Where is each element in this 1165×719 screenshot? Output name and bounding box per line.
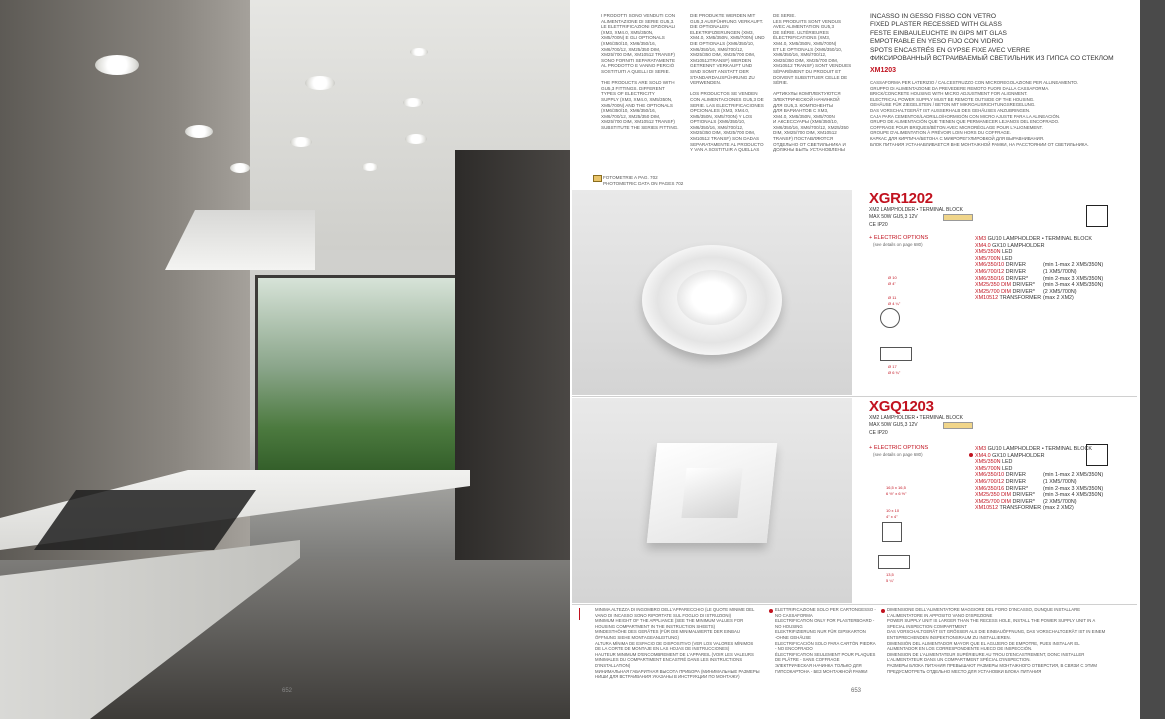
product-spec: CE IP20 <box>869 222 888 228</box>
product-photo-square <box>572 398 852 603</box>
option-row: XM6/700/12 DRIVER (1 XM5/700N) <box>975 268 1077 275</box>
section-drawing-icon <box>878 555 910 569</box>
title-line: FESTE EINBAULEUCHTE IN GIPS MIT GLAS <box>870 29 1007 37</box>
plasterboard-only-dot <box>969 453 973 457</box>
dimension-label: Ø 10 <box>888 275 897 280</box>
dimension-label: 4" x 4" <box>886 514 898 519</box>
option-row: XM6/700/12 DRIVER (1 XM5/700N) <box>975 478 1077 485</box>
electric-options-list <box>975 446 1135 512</box>
divider <box>572 396 1137 397</box>
dimension-label: 16,5 x 16,5 <box>886 485 906 490</box>
divider <box>572 604 1137 605</box>
product-name: XGR1202 <box>869 190 933 207</box>
housing-notes: CASSAFORMA PER LATERIZIO / CALCESTRUZZO CON MICROREGOLAZIONE PER ALLINEAMENTO. GRUPPO DI ALIMENTAZIONE DA PREVEDERE REMOTO FUORI DALLA CASSAFORMA. BRICK/CONCRETE HOUSING WITH MICRO ADJUSTMENT FOR ALIGNMENT. ELECTRICAL POWER SUPPLY MUST BE REMOTE OUTSIDE OF THE HOUSING. GEHÄUSE FÜR ZIEGELSTEIN / BETON MIT MIKROAUSRICHTUNGSREGELUNG. DAS VORSCHALTGERÄT IST AUSSERHALB DES GEHÄUSES ANZUBRINGEN. CAJA PARA CEMENTOS/LADRILLO/HORMIGÓN CON MICRO AJUSTE PARA LA ALINEACIÓN. GRUPO DE ALIMENTACIÓN QUE TIENEN QUE PERMANECER LEJANOS DEL ENCOFRADO. COFFRAGE POUR BRIQUES/BÉTON AVEC MICRORÉGLAGE POUR L'ALIGNEMENT. GROUPE D'ALIMENTATION À PRÉVOIR LOIN HORS DU COFFRAGE. КАРКАС ДЛЯ КИРПИЧА/БЕТОНА С МИКРОРЕГУЛИРОВКОЙ ДЛЯ ВЫРАВНИВАНИЯ. БЛОК ПИТАНИЯ УСТАНАВЛИВАЕТСЯ ВНЕ МОНТАЖНОЙ РАМКИ, НА РАССТОЯНИИ ОТ СВЕТИЛЬНИКА. <box>870 80 1089 147</box>
option-row: XM25/350 DIM DRIVER* (min 3-max 4 XM5/350N) <box>975 282 1104 289</box>
kitchen-photo <box>0 0 570 719</box>
product-spec: XM2 LAMPHOLDER • TERMINAL BLOCK <box>869 415 963 421</box>
option-row: XM25/350 DIM DRIVER* (min 3-max 4 XM5/350N) <box>975 492 1104 499</box>
option-row: XM5/700N LED <box>975 255 1013 262</box>
option-row: XM5/350N LED <box>975 459 1013 466</box>
option-row: XM25/700 DIM DRIVER* (2 XM5/700N) <box>975 288 1077 295</box>
option-row: XM4.0 GX10 LAMPHOLDER <box>975 242 1045 249</box>
cutout-drawing-icon <box>880 308 900 328</box>
ceiling-light <box>362 163 378 171</box>
option-row: XM4.0 GX10 LAMPHOLDER <box>975 452 1045 459</box>
family-title <box>870 13 1135 76</box>
option-row: XM3 GU10 LAMPHOLDER • TERMINAL BLOCK <box>975 236 1092 242</box>
option-row: XM25/700 DIM DRIVER* (2 XM5/700N) <box>975 498 1077 505</box>
ceiling-light <box>403 98 423 107</box>
dimension-label: 5 ¼" <box>886 578 895 583</box>
product-spec: MAX 50W GU5,3 12V <box>869 214 918 220</box>
square-recess-icon <box>1086 205 1108 227</box>
spec-badge-icon <box>943 422 973 429</box>
height-arrow-icon <box>579 608 586 620</box>
product-photo-round <box>572 190 852 395</box>
dimension-label: Ø 4 ¼" <box>888 301 901 306</box>
electric-options-title: + ELECTRIC OPTIONS <box>869 445 929 451</box>
footnote-min-height: MINIMA ALTEZZA DI INGOMBRO DELL'APPARECCHIO (LE QUOTE MINIME DEL VANO DI INCASSO SONO RIPORTATE SUL FOGLIO DI ISTRUZIONI) MINIMUM HEIGHT OF THE APPLIANCE (SEE THE MINIMUM VALUES FOR HOUSING COMPARTMENT IN THE INSTRUCTION SHEETS) MINDESTHÖHE DES GERÄTES (FÜR DIE MINIMALWERTE DER EINBAU ÖFFNUNG SIEHE MONTAGEANLEITUNG) ALTURA MÍNIMA DE ESPACIO DE DISPOSITIVO (VER LOS VALORES MÍNIMOS DE LA CORTE DE MONTAJE EN LAS HOJAS DE INSTRUCCIONES) HAUTEUR MINIMUM D'ENCOMBREMENT DE L'APPAREIL (VOIR LES VALEURS MINIMALES DU COMPARTIMENT ENCASTRÉ DANS LES INSTRUCTIONS D'INSTALLATION) МИНИМАЛЬНАЯ ГАБАРИТНАЯ ВЫСОТА ПРИБОРА (МИНИМАЛЬНЫЕ РАЗМЕРЫ НИШИ ДЛЯ ВСТРАИВАНИЯ УКАЗАНЫ В ИНСТРУКЦИИ ПО МОНТАЖУ) <box>595 607 760 680</box>
footnote-plasterboard: ELETTRIFICAZIONE SOLO PER CARTONGESSO - NO CASSAFORMA ELECTRIFICATION ONLY FOR PLASTERBOARD - NO HOUSING ELEKTRIFIZIERUNG NUR FÜR GIPSKARTON -OHNE GEHÄUSE ELECTRIFICACIÓN SOLO PARA CARTÓN PIEDRA - NO ENCOFRADO ÉLECTRIFICATION SEULEMENT POUR PLAQUES DE PLÂTRE - SANS COFFRAGE ЭЛЕКТРИЧЕСКАЯ НАЧИНКА ТОЛЬКО ДЛЯ ГИПСОКАРТОНА - БЕЗ МОНТАЖНОЙ РАМКИ <box>775 607 876 674</box>
page-number-right: 653 <box>851 688 862 694</box>
title-line: INCASSO IN GESSO FISSO CON VETRO <box>870 13 997 20</box>
garden-window <box>255 275 461 481</box>
page-number-left: 652 <box>282 688 293 694</box>
photometric-en: PHOTOMETRIC DATA ON PAGES 702 <box>603 181 684 186</box>
electric-options-note: (see details on page 680) <box>873 242 923 247</box>
product-name: XGQ1203 <box>869 398 934 415</box>
ceiling-light <box>305 76 335 90</box>
electric-options-list <box>975 236 1135 302</box>
title-line: ФИКСИРОВАННЫЙ ВСТРАИВАЕМЫЙ СВЕТИЛЬНИК ИЗ ГИПСА СО СТЕКЛОМ <box>870 55 1114 63</box>
title-line: EMPOTRABLE EN YESO FIJO CON VIDRIO <box>870 38 1004 46</box>
fixture-glass <box>681 468 742 518</box>
dimension-label: Ø 4" <box>888 281 896 286</box>
footnote-power-supply: DIMENSIONE DELL'ALIMENTATORE MAGGIORE DEL FORO D'INCASSO, DUNQUE INSTALLARE L'ALIMENTATORE IN APPOSITO VANO D'ISPEZIONE POWER SUPPLY UNIT IS LARGER THAN THE RECESS HOLE, INSTALL THE POWER SUPPLY UNIT IN A SPECIAL INSPECTION COMPARTMENT DAS VORSCHALTGERÄT IST GRÖSSER ALS DIE EINBAUÖFFNUNG, DAS VORSCHALTGERÄT IST IN EINEM ENTSPRECHENDEN INSPEKTIONSRAUM ZU INSTALLIEREN. DIMENSIÓN DEL ALIMENTADOR MAYOR QUE EL AGUJERO DE EMPOTRE, PUES INSTALAR EL ALIMENTADOR EN LOS CORRESPONDIENTE HUECO DE INSPECCIÓN. DIMENSION DE L'ALIMENTATEUR SUPÉRIEURE AU TROU D'ENCASTREMENT, DONC INSTALLER L'ALIMENTATEUR DANS UN COMPARTIMENT SPÉCIAL D'INSPECTION. РАЗМЕРЫ БЛОКА ПИТАНИЯ ПРЕВЫШАЮТ РАЗМЕРЫ МОНТАЖНОГО ОТВЕРСТИЯ, В СВЯЗИ С ЭТИМ ПРЕДУСМОТРЕТЬ ОТДЕЛЬНО МЕСТО ДЛЯ УСТАНОВКИ БЛОКА ПИТАНИЯ <box>887 607 1106 674</box>
option-row: XM10512 TRANSFORMER (max 2 XM2) <box>975 505 1074 512</box>
book-spine <box>1140 0 1165 719</box>
intro-col-1: I PRODOTTI SONO VENDUTI CON ALIMENTAZIONE DI SERIE GU5,3. LE ELETTRIFICAZIONI OPZIONALI (XM3, XM4.0, XM5/350N, XM5/700N) E GLI OPTIONALS (XM6/350/10, XM6/350/16, XM6/700/12, XM25/350 DIM, XM25/700 DIM, XM10512 TRANSF) SONO FORNITI SEPARATAMENTE AL PRODOTTO E VANNO PERCIÒ SOSTITUITI A QUELLI DI SERIE. THE PRODUCTS ARE SOLD WITH GU5,3 FITTINGS. DIFFERENT TYPES OF ELECTRICITY SUPPLY (XM3, XM4.0, XM5/350N, XM5/700N) AND THE OPTIONALS (XM6/350/10, XM6/350/16, XM6/700/12, XM25/350 DIM, XM25/700 DIM, XM10512 TRANSF) SUBSTITUTE THE SERIES FITTING. <box>601 13 679 130</box>
photometric-icon <box>593 175 602 182</box>
dimension-label: Ø 17 <box>888 364 897 369</box>
product-spec: XM2 LAMPHOLDER • TERMINAL BLOCK <box>869 207 963 213</box>
family-code: XM1203 <box>870 67 897 75</box>
cutout-drawing-icon <box>882 522 902 542</box>
option-row: XM6/350/16 DRIVER* (min 2-max 3 XM5/350N) <box>975 275 1104 282</box>
power-supply-star-icon <box>881 609 885 613</box>
intro-col-2: DIE PRODUKTE WERDEN MIT GU5,3 AUSFÜHRUNG VERKAUFT. DIE OPTIONALEN ELEKTRIFIZIERUNGEN (XM3, XM4.0, XM5/350N, XM5/700N) UND DIE OPTIONALS (XM6/350/10, XM6/350/16, XM6/700/12, XM25/350 DIM, XM25/700 DIM, XM10512TRANSF) WERDEN GETRENNT VERKAUFT UND SIND SOMIT ANSTATT DER STANDARDAUSFÜHRUNG ZU VERWENDEN. LOS PRODUCTOS SE VENDEN CON ALIMENTACIONES GU5,3 DE SERIE. LAS ELECTRIFICACIONES OPCIONALES (XM3, XM4.0, XM5/350N, XM5/700N) Y LOS OPTIONALS (XM6/350/10, XM6/350/16, XM6/700/12, XM25/350 DIM, XM25/700 DIM, XM10512 TRANSF) SON DADAS SEPARATAMENTE AL PRODUCTO Y VAN A SOSTITUIR A QUELLAS <box>690 13 765 153</box>
fixture-glass <box>677 270 747 325</box>
option-row: XM5/350N LED <box>975 249 1013 256</box>
photometric-it: FOTOMETRIE A PAG. 702 <box>603 175 658 180</box>
dimension-label: 13,5 <box>886 572 894 577</box>
title-line: SPOTS ENCASTRÉS EN GYPSE FIXE AVEC VERRE <box>870 46 1031 54</box>
ceiling-light <box>95 55 139 75</box>
option-row: XM6/350/10 DRIVER (min 1-max 2 XM5/350N) <box>975 472 1104 479</box>
dimension-label: Ø 6 ¾" <box>888 370 901 375</box>
spec-badge-icon <box>943 214 973 221</box>
option-row: XM6/350/16 DRIVER* (min 2-max 3 XM5/350N) <box>975 485 1104 492</box>
ceiling-light <box>230 163 250 173</box>
dimension-label: Ø 11 <box>888 295 897 300</box>
plasterboard-dot-icon <box>769 609 773 613</box>
dimension-label: 6 ½" x 6 ½" <box>886 491 907 496</box>
option-row: XM6/350/10 DRIVER (min 1-max 2 XM5/350N) <box>975 262 1104 269</box>
ceiling-light <box>185 125 213 138</box>
intro-col-3: DE SERIE. LES PRODUITS SONT VENDUS AVEC ALIMENTATION GU5,3 DE SÉRIE. ULTÉRIEURES ÉLECTRIFICATIONS (XM3, XM4.0, XM5/350N, XM5/700N) ET LE OPTIONALS (XM6/350/10, XM6/350/16, XM6/700/12, XM25/350 DIM, XM25/700 DIM, XM10512 TRANSF) SONT VENDUES SÉPARÉMENT DU PRODUIT ET DOIVENT SUBSTITUER CELLE DE SÉRIE. АРТИКУЛЫ КОМПЛЕКТУЮТСЯ ЭЛЕКТРИЧЕСКОЙ НАЧИНКОЙ ДЛЯ GU5,3. КОМПОНЕНТЫ ДЛЯ ВАРИАНТОВ С XM3, XM4.0, XM5/350N, XM5/700N И АКСЕССУАРЫ (XM6/350/10, XM6/350/16, XM6/700/12, XM25/350 DIM, XM25/700 DIM, XM10512 TRANSF) ПОСТАВЛЯЮТСЯ ОТДЕЛЬНО ОТ СВЕТИЛЬНИКА И ДОЛЖНЫ БЫТЬ УСТАНОВЛЕНЫ <box>773 13 852 153</box>
ceiling-light <box>405 134 427 144</box>
title-line: FIXED PLASTER RECESSED WITH GLASS <box>870 21 1002 29</box>
option-row: XM3 GU10 LAMPHOLDER • TERMINAL BLOCK <box>975 446 1092 452</box>
product-spec: CE IP20 <box>869 430 888 436</box>
section-drawing-icon <box>880 347 912 361</box>
option-row: XM5/700N LED <box>975 465 1013 472</box>
dimension-label: 10 x 10 <box>886 508 900 513</box>
option-row: XM10512 TRANSFORMER (max 2 XM2) <box>975 295 1074 302</box>
ceiling-light <box>410 48 428 56</box>
ceiling-light <box>290 137 312 147</box>
product-spec: MAX 50W GU5,3 12V <box>869 422 918 428</box>
electric-options-note: (see details on page 680) <box>873 452 923 457</box>
electric-options-title: + ELECTRIC OPTIONS <box>869 235 929 241</box>
